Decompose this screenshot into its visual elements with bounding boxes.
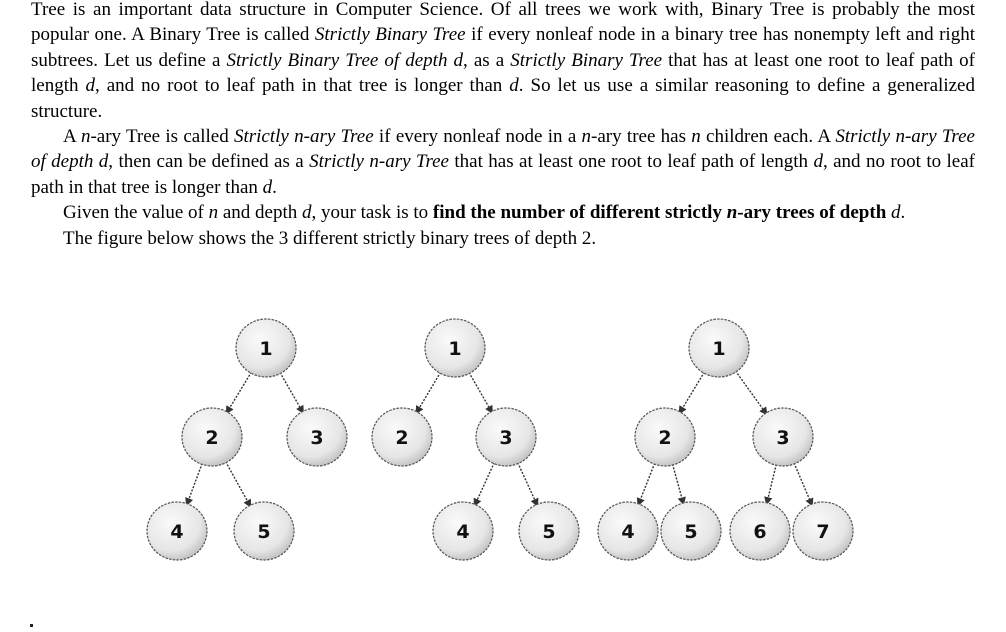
tree-edge [187, 463, 202, 505]
tree-edge [794, 463, 812, 505]
paragraph-definition-nary [31, 124, 975, 200]
tree-edge [416, 372, 440, 413]
page-mark [30, 624, 33, 627]
text-segment: . [272, 176, 277, 198]
text-segment: and depth [218, 202, 303, 224]
text-segment: -ary trees of depth [737, 202, 892, 224]
text-segment: d [891, 202, 901, 224]
text-segment: d [262, 176, 273, 198]
text-segment: Strictly n-ary Tree [309, 151, 449, 173]
tree-node-label: 3 [310, 427, 324, 449]
text-segment: that has at least one root to leaf path of length [449, 151, 814, 173]
tree-edge [469, 372, 492, 412]
tree-node-label: 5 [684, 521, 698, 543]
tree-edge [227, 372, 252, 413]
text-segment: Given the value of [63, 202, 209, 224]
text-segment: The figure below shows the 3 different strictly binary trees of depth 2. [63, 227, 597, 249]
text-segment: if every nonleaf node in a binary tree has nonempty left and right subtrees. Let us define a [31, 24, 975, 71]
tree-3 [598, 319, 853, 560]
text-segment: n [208, 202, 219, 224]
text-segment: Tree is an important data structure in Computer Science. Of all trees we work with, Binary Tree is probably the most popular one. A Binary Tree is called [31, 0, 975, 46]
text-segment: n [726, 202, 738, 224]
tree-node-label: 2 [395, 427, 409, 449]
tree-edge [680, 372, 705, 413]
text-segment: d [813, 151, 823, 173]
text-segment: Strictly n-ary Tree [233, 126, 374, 148]
tree-edge [638, 463, 654, 505]
tree-node-label: 5 [542, 521, 556, 543]
text-segment: . So let us use a similar reasoning to define a generalized structure. [31, 75, 975, 122]
tree-node-label: 5 [257, 521, 271, 543]
problem-statement [31, 0, 975, 251]
paragraph-task [31, 200, 975, 225]
tree-1 [147, 319, 347, 560]
tree-node-label: 3 [499, 427, 513, 449]
tree-node-label: 3 [776, 427, 790, 449]
tree-edge [518, 462, 538, 505]
text-segment: that has at least one root to leaf path of length [31, 49, 975, 97]
tree-node-label: 2 [205, 427, 219, 449]
tree-edge [226, 462, 251, 507]
text-segment: , and no root to leaf path in that tree is longer than [94, 75, 510, 97]
tree-edge [475, 462, 495, 505]
tree-edge [280, 372, 303, 412]
tree-node-label: 7 [816, 521, 830, 543]
strictly-binary-trees-diagram [0, 290, 1006, 580]
tree-node-label: 1 [448, 338, 462, 360]
text-segment: , and no root to leaf path in that tree is longer than [31, 151, 976, 198]
text-segment: n [691, 126, 701, 148]
text-segment: d [85, 75, 95, 97]
tree-2 [372, 319, 579, 560]
tree-edge [767, 464, 777, 504]
tree-edge [735, 371, 766, 415]
text-segment: , your task is to [311, 202, 433, 224]
text-segment: Strictly Binary Tree of depth d [226, 49, 464, 71]
paragraph-figure-intro [31, 226, 975, 251]
text-segment: Strictly n-ary Tree of depth d [31, 126, 975, 173]
text-segment: . [900, 202, 906, 224]
text-segment: d [509, 75, 519, 97]
text-segment: -ary Tree is called [90, 126, 234, 148]
text-segment: children each. A [700, 126, 836, 148]
text-segment: -ary tree has [591, 126, 692, 148]
tree-node-label: 4 [456, 521, 470, 543]
tree-node-label: 4 [170, 521, 184, 543]
text-segment: , then can be defined as a [108, 151, 310, 173]
tree-node-label: 4 [621, 521, 635, 543]
tree-edge [672, 464, 683, 504]
tree-node-label: 1 [712, 338, 726, 360]
text-segment: A [63, 126, 81, 148]
tree-node-label: 1 [259, 338, 273, 360]
text-segment: find the number of different strictly [432, 202, 727, 224]
text-segment: Strictly Binary Tree [314, 24, 466, 46]
tree-node-label: 2 [658, 427, 672, 449]
text-segment: n [80, 126, 91, 148]
text-segment: Strictly Binary Tree [510, 49, 663, 71]
tree-figure [0, 290, 1006, 580]
paragraph-definition-binary [31, 0, 975, 124]
text-segment: , as a [463, 49, 511, 71]
text-segment: d [302, 202, 312, 224]
tree-node-label: 6 [753, 521, 767, 543]
text-segment: if every nonleaf node in a [373, 126, 582, 148]
text-segment: n [581, 126, 592, 148]
